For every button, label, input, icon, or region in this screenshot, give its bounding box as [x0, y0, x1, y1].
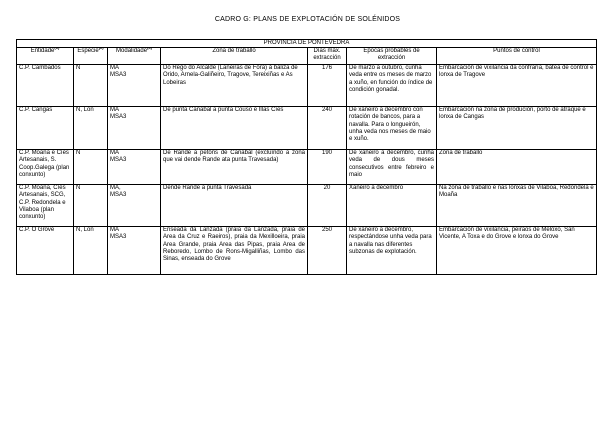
cell-especie: N — [74, 185, 108, 227]
cell-especie: N — [74, 150, 108, 185]
cell-puntos: Zona de traballo — [437, 150, 597, 185]
cell-epocas: De xaneiro a decembro con rotación de bancos, para a navalla. Para o longueirón, unha veda nos meses de maio e xuño. — [347, 107, 437, 150]
cell-modalidade: MA MSA3 — [108, 65, 161, 107]
col-header-puntos: Puntos de control — [437, 48, 597, 65]
cell-especie: N — [74, 65, 108, 107]
cell-entidade: C.P. Cangas — [17, 107, 74, 150]
table-row — [17, 107, 597, 150]
col-header-dias: Días máx. extracción — [308, 48, 347, 65]
cell-dias: 190 — [308, 150, 347, 185]
cell-dias: 176 — [308, 65, 347, 107]
col-header-entidade: Entidade$^{(1)}$ — [17, 48, 74, 65]
cell-zona: De punta Canabal a punta Couso e Illas Cíes — [161, 107, 308, 150]
cell-epocas: De xaneiro a decembro, respectándose unha veda para a navalla nas diferentes subzonas de explotación. — [347, 227, 437, 275]
cell-zona: De Rande a petóns de Canabal (excluíndo a zona que vai dende Rande ata punta Travesada) — [161, 150, 308, 185]
province-header: PROVINCIA DE PONTEVEDRA — [17, 40, 597, 48]
cell-entidade: C.P. Cambados — [17, 65, 74, 107]
table-row — [17, 150, 597, 185]
col-header-zona: Zona de traballo — [161, 48, 308, 65]
solenidos-plan-table — [16, 39, 597, 275]
cell-zona: Dende Rande a punta Travesada — [161, 185, 308, 227]
cell-modalidade: MA MSA3 — [108, 150, 161, 185]
page-title: CADRO G: PLANS DE EXPLOTACIÓN DE SOLÉNIDOS — [214, 16, 401, 23]
cell-entidade: C.P. Moaña e Cíes Artesanais, S. Coop.Galega (plan conxunto) — [17, 150, 74, 185]
col-header-especie: Especie$^{(2)}$ — [74, 48, 108, 65]
cell-puntos: Na zona de traballo e nas lonxas de Vilaboa, Redondela e Moaña — [437, 185, 597, 227]
cell-modalidade: MA MSA3 — [108, 107, 161, 150]
cell-puntos: Embarcación na zona de produción, porto de atraque e lonxa de Cangas — [437, 107, 597, 150]
cell-entidade: C.P. O Grove — [17, 227, 74, 275]
table-row — [17, 185, 597, 227]
cell-especie: N, Lon — [74, 107, 108, 150]
cell-epocas: Xaneiro a decembro — [347, 185, 437, 227]
table-row — [17, 227, 597, 275]
cell-dias: 250 — [308, 227, 347, 275]
cell-especie: N, Lon — [74, 227, 108, 275]
cell-zona: Do Rego do Alcalde (Lañeiras de Fóra) á baliza de Orido, Arnela-Galiñeiro, Tragove, Tereixiñas e As Lobeiras — [161, 65, 308, 107]
col-header-epocas: Épocas probables de extracción — [347, 48, 437, 65]
cell-dias: 20 — [308, 185, 347, 227]
cell-dias: 240 — [308, 107, 347, 150]
cell-puntos: Embarcación de vixilancia, peiraos de Meloxo, San Vicente, A Toxa e do Grove e lonxa do Grove — [437, 227, 597, 275]
cell-epocas: De xaneiro a decembro, cunha veda de dous meses consecutivos entre febreiro e maio — [347, 150, 437, 185]
cell-modalidade: MA, MSA3 — [108, 185, 161, 227]
cell-entidade: C.P. Moaña, Cíes Artesanais, SCG, C.P. Redondela e Vilaboa (plan conxunto) — [17, 185, 74, 227]
cell-puntos: Embarcación de vixilancia da confraría, batea de control e lonxa de Tragove — [437, 65, 597, 107]
cell-epocas: De marzo a outubro, cunha veda entre os meses de marzo a xuño, en función do índice de condición gonadal. — [347, 65, 437, 107]
cell-zona: Enseada da Lanzada (praia da Lanzada, praia de Area da Cruz e Raeiros), praia da Mexilloeira, praia Area Grande, praia Area das Pipas, praia Area de Reboredo, Lombo de Rons-Migalliñas, Lombo das Sinas, enseada do Grove — [161, 227, 308, 275]
col-header-modalidade: Modalidade$^{(3)}$ — [108, 48, 161, 65]
table-row — [17, 65, 597, 107]
cell-modalidade: MA MSA3 — [108, 227, 161, 275]
